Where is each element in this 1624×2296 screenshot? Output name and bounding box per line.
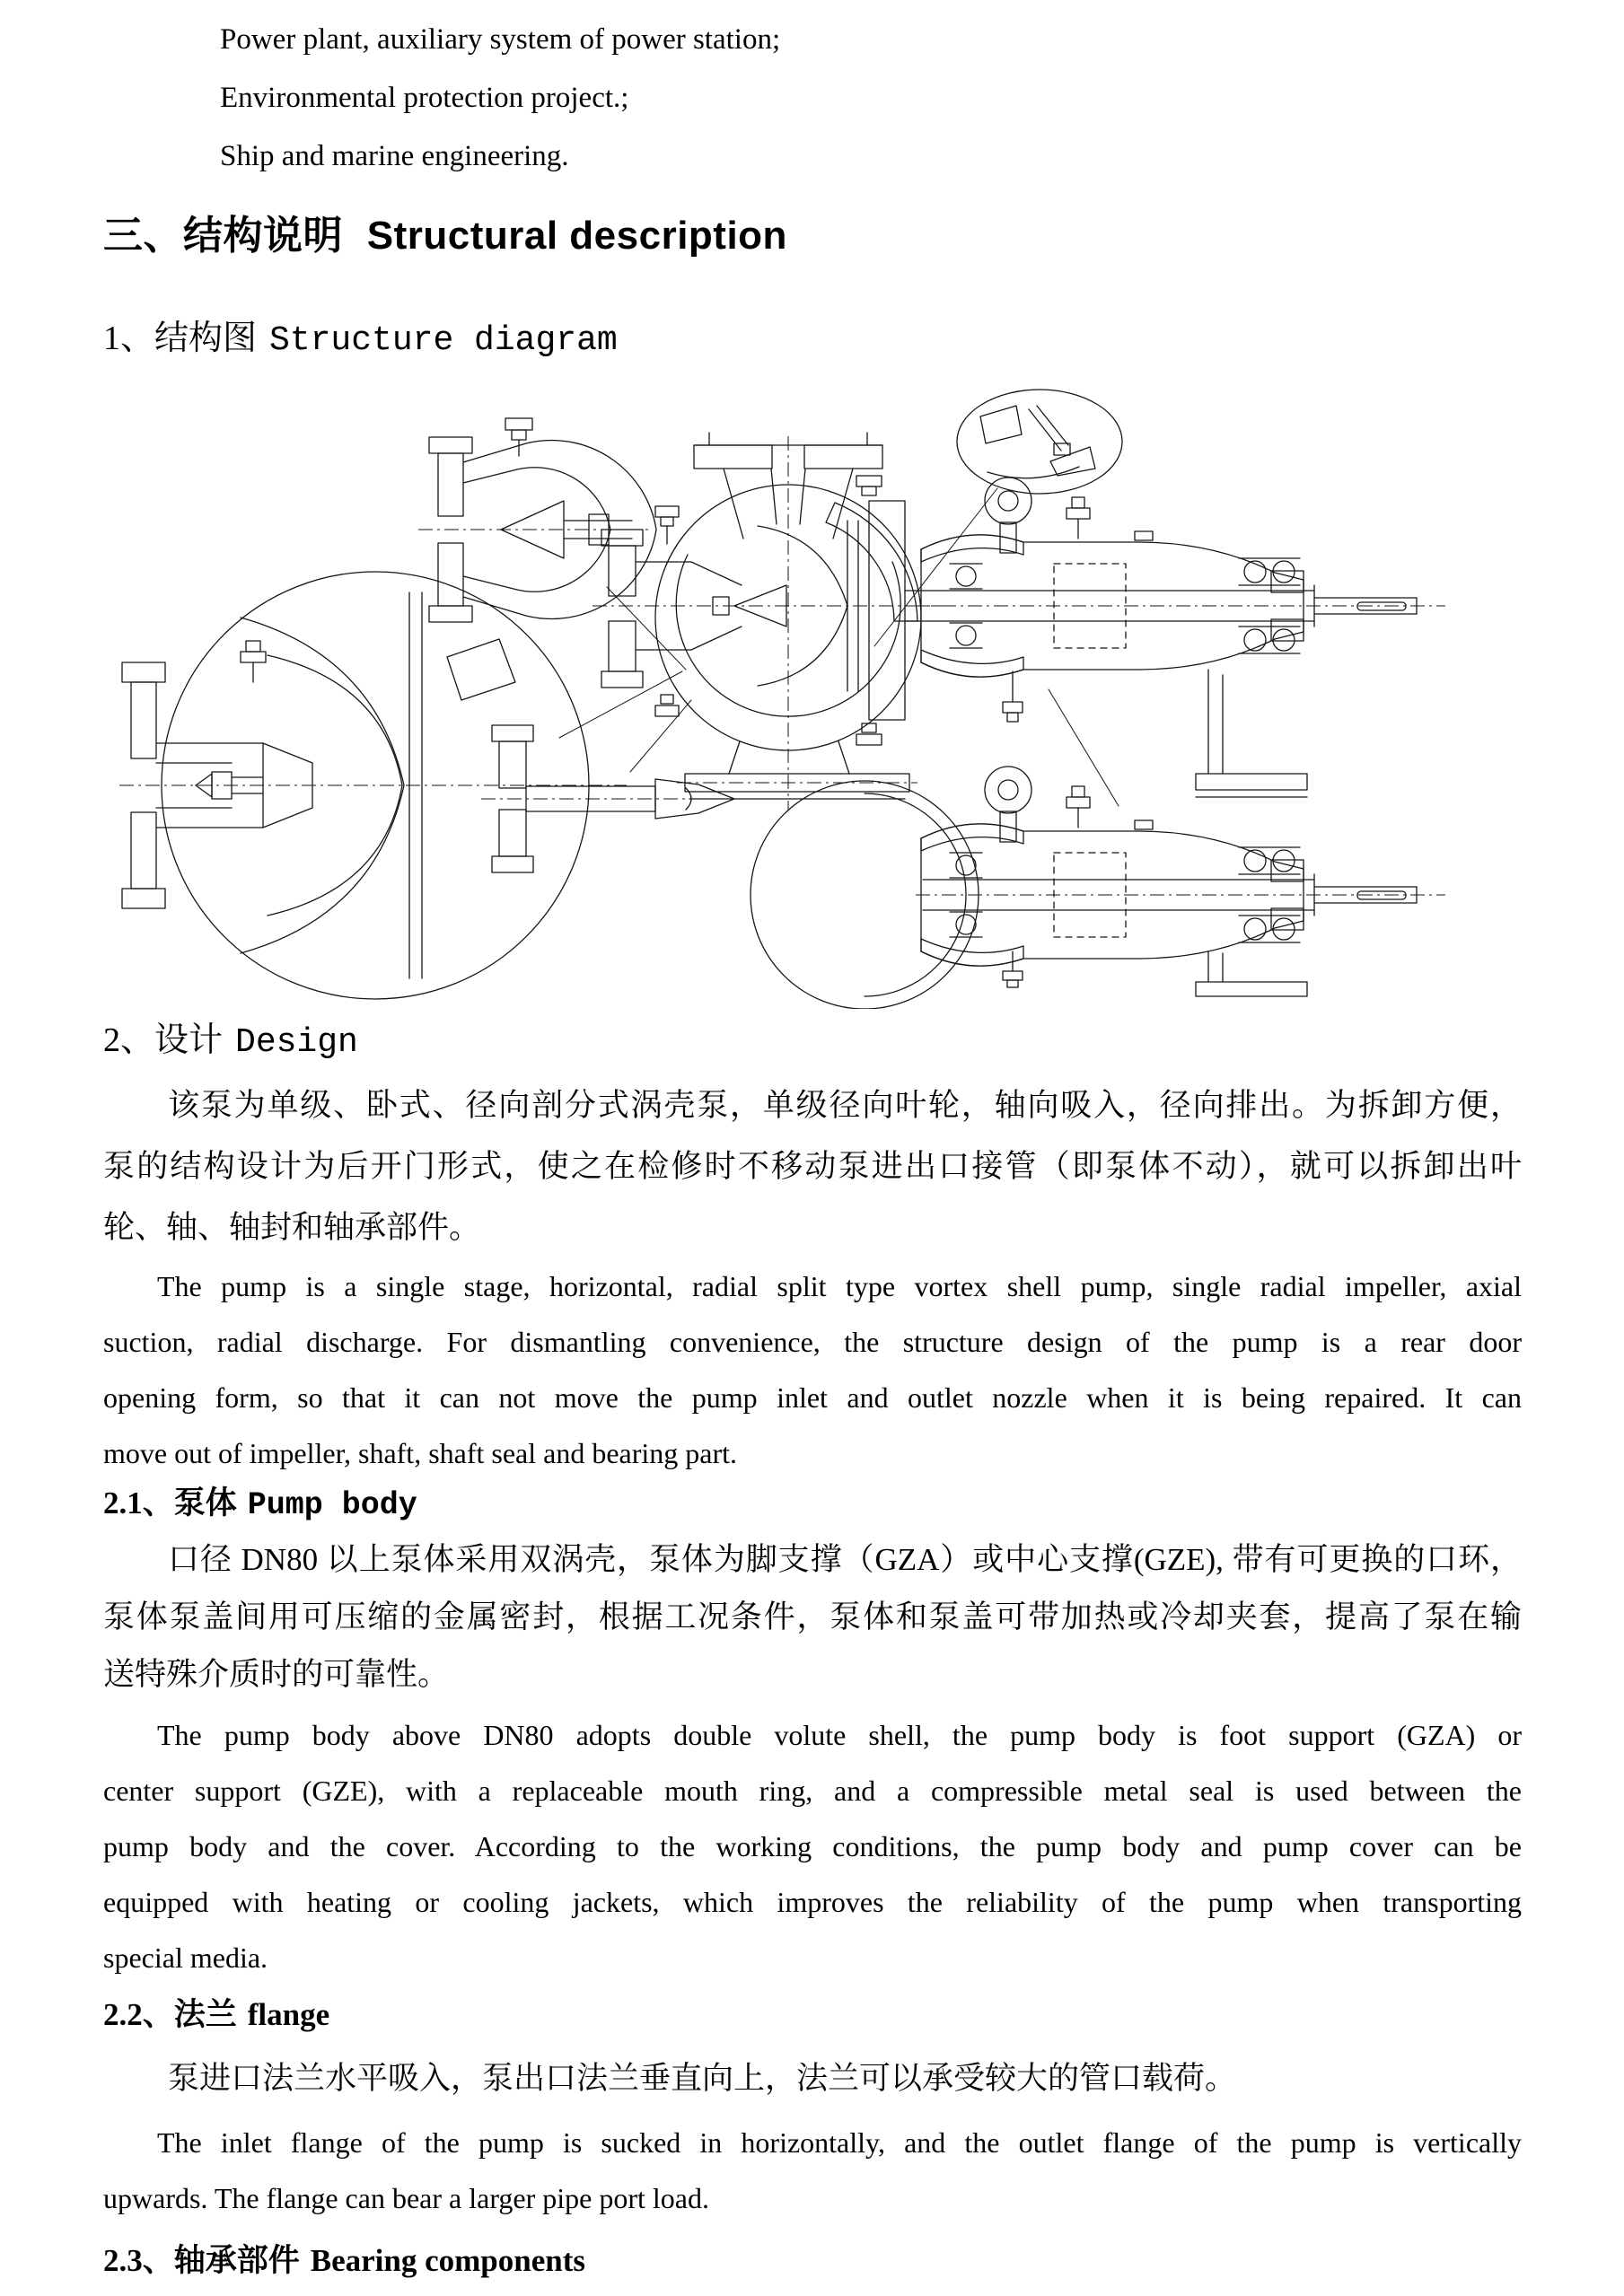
pump-body-paragraph-en (103, 1707, 1522, 1985)
text-line: 泵体泵盖间用可压缩的金属密封，根据工况条件，泵体和泵盖可带加热或冷却夹套，提高了泵在输 (103, 1599, 1522, 1634)
text-line: 口径 DN80 以上泵体采用双涡壳，泵体为脚支撑（GZA）或中心支撑(GZE), 带有可更换的口环， (168, 1542, 1522, 1577)
design-paragraph-zh (103, 1075, 1522, 1258)
section-2-1-heading (103, 1483, 1522, 1526)
section-heading-structural-description (103, 211, 1522, 261)
section-2-2-zh: 2.2、法兰 (103, 1997, 237, 2032)
design-paragraph-en (103, 1258, 1522, 1481)
pump-section-main (593, 433, 957, 810)
subheading-en: Design (235, 1023, 358, 1062)
section-2-3-zh: 2.3、轴承部件 (103, 2243, 300, 2278)
bearing-assembly-mid (916, 478, 1445, 797)
text-line: 泵的结构设计为后开门形式，使之在检修时不移动泵进出口接管（即泵体不动），就可以拆卸出叶 (103, 1149, 1522, 1184)
text-line: opening form, so that it can not move the pump inlet and outlet nozzle when it is being repaired. It can (103, 1381, 1522, 1414)
structure-diagram (106, 386, 1506, 1009)
flange-paragraph-zh (103, 2048, 1522, 2109)
text-line: Environmental protection project.; (220, 82, 629, 114)
text-line: Power plant, auxiliary system of power station; (220, 23, 781, 56)
text-line: The pump is a single stage, horizontal, radial split type vortex shell pump, single radial impeller, axial (157, 1270, 1522, 1302)
section-2-1-zh: 2.1、泵体 (103, 1485, 237, 1520)
text-line: special media. (103, 1941, 268, 1974)
section-2-1-en: Pump body (247, 1487, 417, 1523)
pump-body-paragraph-zh (103, 1531, 1522, 1704)
subheading-zh: 2、设计 (103, 1021, 224, 1059)
text-line: move out of impeller, shaft, shaft seal and bearing part. (103, 1437, 738, 1469)
subheading-zh: 1、结构图 (103, 320, 258, 357)
suction-cover-detail (418, 418, 656, 622)
seal-detail-circle (957, 390, 1122, 494)
subheading-structure-diagram (103, 317, 1522, 363)
text-line: Ship and marine engineering. (220, 140, 569, 172)
application-list (103, 11, 1522, 186)
impeller-detail (119, 572, 627, 999)
subheading-design (103, 1019, 1522, 1065)
section-2-3-heading (103, 2240, 1522, 2282)
bearing-assembly-bottom (751, 767, 1445, 1009)
text-line: 轮、轴、轴封和轴承部件。 (103, 1210, 481, 1245)
flange-paragraph-en (103, 2115, 1522, 2226)
text-line: center support (GZE), with a replaceable mouth ring, and a compressible metal seal is used between the (103, 1775, 1522, 1807)
text-line: The pump body above DN80 adopts double volute shell, the pump body is foot support (GZA) or (157, 1719, 1522, 1751)
text-line: suction, radial discharge. For dismantling convenience, the structure design of the pump is a rear door (103, 1326, 1522, 1358)
section-2-2-heading (103, 1994, 1522, 2036)
text-line: pump body and the cover. According to the working conditions, the pump body and pump cover can be (103, 1830, 1522, 1862)
text-line: equipped with heating or cooling jackets, which improves the reliability of the pump when transporting (103, 1886, 1522, 1918)
text-line: upwards. The flange can bear a larger pipe port load. (103, 2182, 709, 2214)
subheading-en: Structure diagram (269, 321, 618, 360)
section-2-2-en: flange (247, 1997, 330, 2032)
heading-en: Structural description (366, 214, 787, 258)
text-line: The inlet flange of the pump is sucked in horizontally, and the outlet flange of the pump is vertically (157, 2126, 1522, 2159)
stud-shaft-part (481, 725, 751, 872)
structure-diagram-figure (106, 386, 1522, 1009)
section-2-3-en: Bearing components (310, 2243, 586, 2278)
text-line: 该泵为单级、卧式、径向剖分式涡壳泵，单级径向叶轮，轴向吸入，径向排出。为拆卸方便， (168, 1088, 1522, 1123)
text-line: 送特殊介质时的可靠性。 (103, 1657, 450, 1692)
text-line: 泵进口法兰水平吸入，泵出口法兰垂直向上，法兰可以承受较大的管口载荷。 (168, 2061, 1237, 2096)
heading-zh: 三、结构说明 (103, 214, 343, 258)
